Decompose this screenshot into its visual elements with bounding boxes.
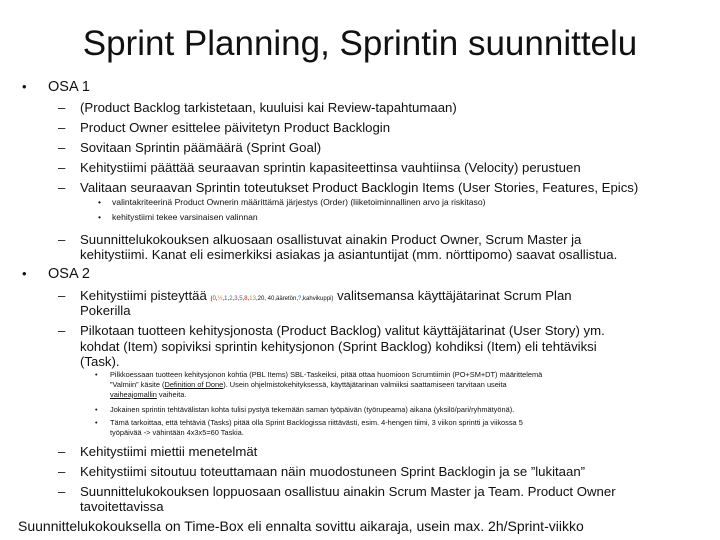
osa1-item-4: Kehitystiimi päättää seuraavan sprintin kapasiteettinsa vauhtiinsa (Velocity) perustuen	[80, 160, 581, 175]
osa2-estimate-line2: Pokerilla	[80, 303, 131, 318]
scale-40: 40	[267, 296, 275, 302]
bullet-icon: •	[95, 418, 98, 427]
osa2-after-2: Kehitystiimi sitoutuu toteuttamaan näin muodostuneen Sprint Backlogin ja se ”lukitaan”	[80, 464, 586, 479]
scale-q: ?	[298, 296, 302, 302]
definition-of-done-link[interactable]: Definition of Done	[164, 380, 224, 389]
note-1-line3-text: vaiheita.	[158, 390, 187, 399]
scale-inf: ääretön	[276, 296, 297, 302]
note-1-text-after: ). Usein ohjelmistokehityksessä, käyttäjätarinan valmiiksi saattamiseen tarvitaan useita	[223, 380, 507, 389]
scale-1: 1	[224, 296, 228, 302]
note-3-line1: Tämä tarkoittaa, että tehtäviä (Tasks) pitää olla Sprint Backlogissa riittävästi, esim. 4-hengen tiimi, 3 viikon sprintti ja viikossa 5	[110, 418, 523, 427]
note-2: Jokainen sprintin tehtävälistan kohta tulisi pystyä tekemään saman työpäivän (työrupeama) aikana (yksilö/pari/ryhmätyönä).	[110, 405, 515, 414]
osa1-subitem-1: valintakriteerinä Product Ownerin määrittämä järjestys (Order) (liiketoiminnallinen arvo ja riskitaso)	[112, 197, 486, 207]
bullet-icon: •	[98, 212, 102, 222]
bullet-icon: •	[22, 266, 27, 281]
dash-icon: –	[58, 323, 66, 338]
bullet-osa1	[22, 78, 27, 96]
osa1-item-1: (Product Backlog tarkistetaan, kuuluisi kai Review-tapahtumaan)	[80, 100, 457, 115]
dash-icon: –	[58, 444, 66, 459]
note-3-line2: työpäivää -> vähintään 4x3x5=60 Taskia.	[110, 428, 244, 437]
bullet-icon: •	[98, 197, 102, 207]
osa2-heading: OSA 2	[48, 266, 90, 282]
note-1-line3	[110, 390, 186, 400]
osa1-heading: OSA 1	[48, 79, 90, 95]
scale-coffee: kahvikuppi	[303, 296, 332, 302]
osa1-item-2: Product Owner esittelee päivitetyn Product Backlogin	[80, 120, 391, 135]
bullet-icon: •	[95, 405, 98, 414]
scale-2: 2	[229, 296, 233, 302]
dash-icon: –	[58, 120, 66, 135]
footer-timebox: Suunnittelukokouksella on Time-Box eli ennalta sovittu aikaraja, usein max. 2h/Sprint-viikko	[18, 518, 584, 534]
osa1-participants-line2: kehitystiimi. Kanat eli esimerkiksi asiakas ja asiantuntijat (mm. nörttipomo) saavat osallistua.	[80, 247, 618, 262]
osa1-item-3: Sovitaan Sprintin päämäärä (Sprint Goal)	[80, 140, 322, 155]
scale-open: (	[210, 296, 213, 302]
scale-3: 3	[234, 296, 238, 302]
estimate-before: Kehitystiimi pisteyttää	[80, 288, 207, 303]
note-1-line1: Pilkkoessaan tuotteen kehitysjonon kohtia (PBL Items) SBL-Taskeiksi, pitää ottaa huomioon Scrumtiimin (PO+SM+DT) määrittelemä	[110, 370, 543, 379]
osa2-estimate-line1	[80, 287, 572, 308]
osa1-participants-line1: Suunnittelukokouksen alkuosaan osallistuvat ainakin Product Owner, Scrum Master ja	[80, 232, 582, 247]
bullet-osa2	[22, 265, 27, 283]
dash-icon: –	[58, 160, 66, 175]
bullet-icon: •	[22, 79, 27, 94]
osa2-after-3-cont: tavoitettavissa	[80, 499, 164, 514]
note-1-text: ”Valmiin” käsite (	[110, 380, 165, 389]
osa2-split-line1: Pilkotaan tuotteen kehitysjonosta (Product Backlog) valitut käyttäjätarinat (User Story) ym.	[80, 323, 605, 338]
vaiheajomallin-link[interactable]: vaiheajomallin	[110, 390, 157, 399]
osa2-after-1: Kehitystiimi miettii menetelmät	[80, 444, 258, 459]
osa2-after-3: Suunnittelukokouksen loppuosaan osallistuu ainakin Scrum Master ja Team. Product Owner	[80, 484, 616, 499]
dash-icon: –	[58, 464, 66, 479]
bullet-icon: •	[95, 370, 98, 379]
dash-icon: –	[58, 100, 66, 115]
scale-5: 5	[239, 296, 243, 302]
slide-title: Sprint Planning, Sprintin suunnittelu	[82, 24, 638, 63]
osa2-split-line3: (Task).	[80, 354, 120, 369]
dash-icon: –	[58, 140, 66, 155]
estimate-after: valitsemansa käyttäjätarinat Scrum Plan	[337, 288, 572, 303]
dash-icon: –	[58, 180, 66, 195]
scale-8: 8	[244, 296, 248, 302]
dash-icon: –	[58, 288, 66, 303]
osa2-split-line2: kohdat (Item) sopiviksi sprintin kehitysjonon (Sprint Backlog) kohdiksi (Item) eli tehtäviksi	[80, 339, 597, 354]
osa1-subitem-2: kehitystiimi tekee varsinaisen valinnan	[112, 212, 258, 222]
scale-half: ½	[217, 296, 223, 302]
scale-13: 13	[249, 296, 256, 302]
scale-0: 0	[212, 296, 216, 302]
note-1-line2	[110, 380, 507, 390]
scale-20: 20	[257, 296, 265, 302]
dash-icon: –	[58, 484, 66, 499]
estimate-scale: (0,½,1,2,3,5,8,13,20, 40,ääretön,?,kahvikuppi)	[210, 296, 334, 302]
osa1-item-5: Valitaan seuraavan Sprintin toteutukset Product Backlogin Items (User Stories, Features, Epics)	[80, 180, 639, 195]
scale-close: )	[331, 296, 334, 302]
dash-icon: –	[58, 232, 66, 247]
